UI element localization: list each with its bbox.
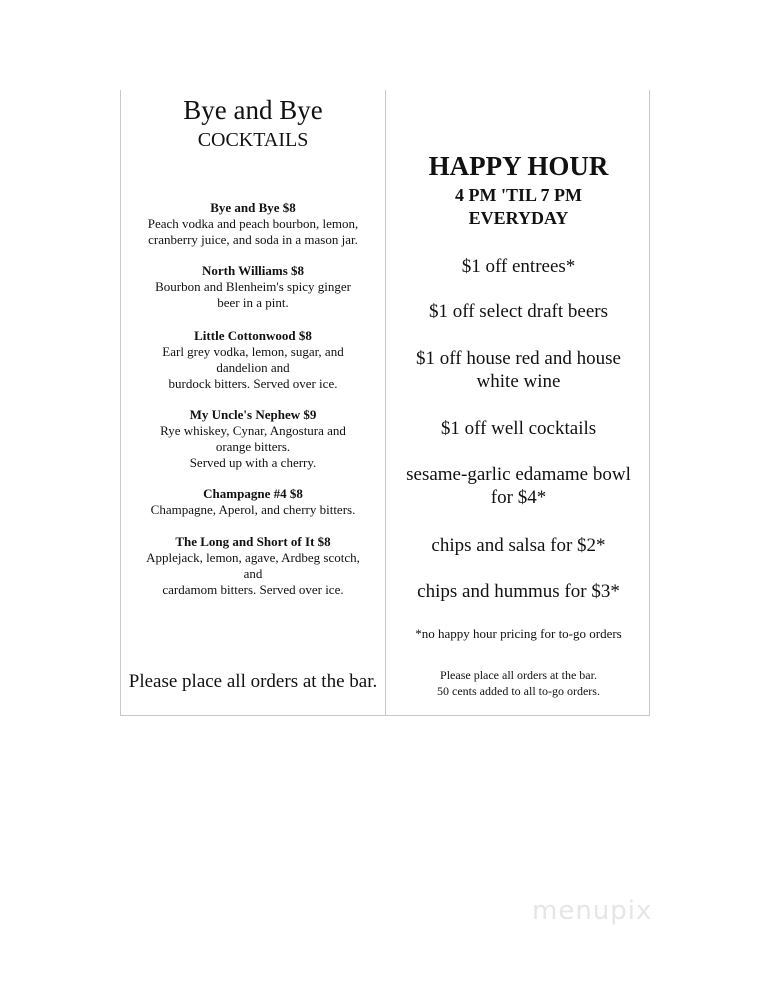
special-item: sesame-garlic edamame bowl for $4* [406, 464, 631, 508]
cocktail-item [125, 486, 381, 518]
special-item: $1 off entrees* [461, 256, 576, 277]
menupix-watermark: menupix [532, 896, 653, 926]
cocktail-item [125, 407, 381, 471]
cocktail-name: Champagne #4 $8 [203, 486, 303, 501]
to-go-fee-line: 50 cents added to all to-go orders. [437, 684, 600, 698]
happy-hour-heading: HAPPY HOUR [428, 151, 609, 181]
cocktail-description: Champagne, Aperol, and cherry bitters. [150, 502, 356, 517]
cocktail-description: Applejack, lemon, agave, Ardbeg scotch, and cardamom bitters. Served over ice. [146, 550, 360, 597]
cocktail-name: Bye and Bye $8 [210, 200, 296, 215]
cocktail-item [125, 263, 381, 311]
cocktails-column [121, 90, 385, 715]
order-instructions: Please place all orders at the bar. [128, 671, 378, 692]
special-item: chips and hummus for $3* [417, 581, 620, 602]
bar-order-line: Please place all orders at the bar. [440, 668, 597, 682]
special-item: $1 off well cocktails [440, 418, 597, 439]
to-go-pricing-note: *no happy hour pricing for to-go orders [415, 626, 622, 641]
happy-hour-days: EVERYDAY [468, 208, 569, 228]
cocktail-item [125, 328, 381, 392]
special-item: chips and salsa for $2* [431, 535, 606, 556]
bar-order-note [386, 667, 651, 699]
restaurant-name: Bye and Bye [183, 95, 323, 125]
cocktail-description: Earl grey vodka, lemon, sugar, and dandelion and burdock bitters. Served over ice. [162, 344, 344, 391]
cocktail-item [125, 200, 381, 248]
happy-hour-times: 4 PM 'TIL 7 PM [455, 185, 582, 205]
special-item: $1 off house red and house white wine [416, 348, 621, 392]
special-item: $1 off select draft beers [428, 301, 608, 322]
cocktails-heading: COCKTAILS [197, 129, 309, 151]
cocktail-name: The Long and Short of It $8 [175, 534, 331, 549]
cocktail-description: Peach vodka and peach bourbon, lemon, cranberry juice, and soda in a mason jar. [147, 216, 359, 247]
cocktail-description: Bourbon and Blenheim's spicy ginger beer in a pint. [155, 279, 351, 310]
cocktail-name: North Williams $8 [201, 263, 305, 278]
happy-hour-column [386, 90, 651, 715]
cocktail-name: My Uncle's Nephew $9 [189, 407, 317, 422]
menu-card [120, 90, 650, 716]
cocktail-item [125, 534, 381, 598]
cocktail-name: Little Cottonwood $8 [194, 328, 312, 343]
cocktail-description: Rye whiskey, Cynar, Angostura and orange bitters. Served up with a cherry. [160, 423, 346, 470]
